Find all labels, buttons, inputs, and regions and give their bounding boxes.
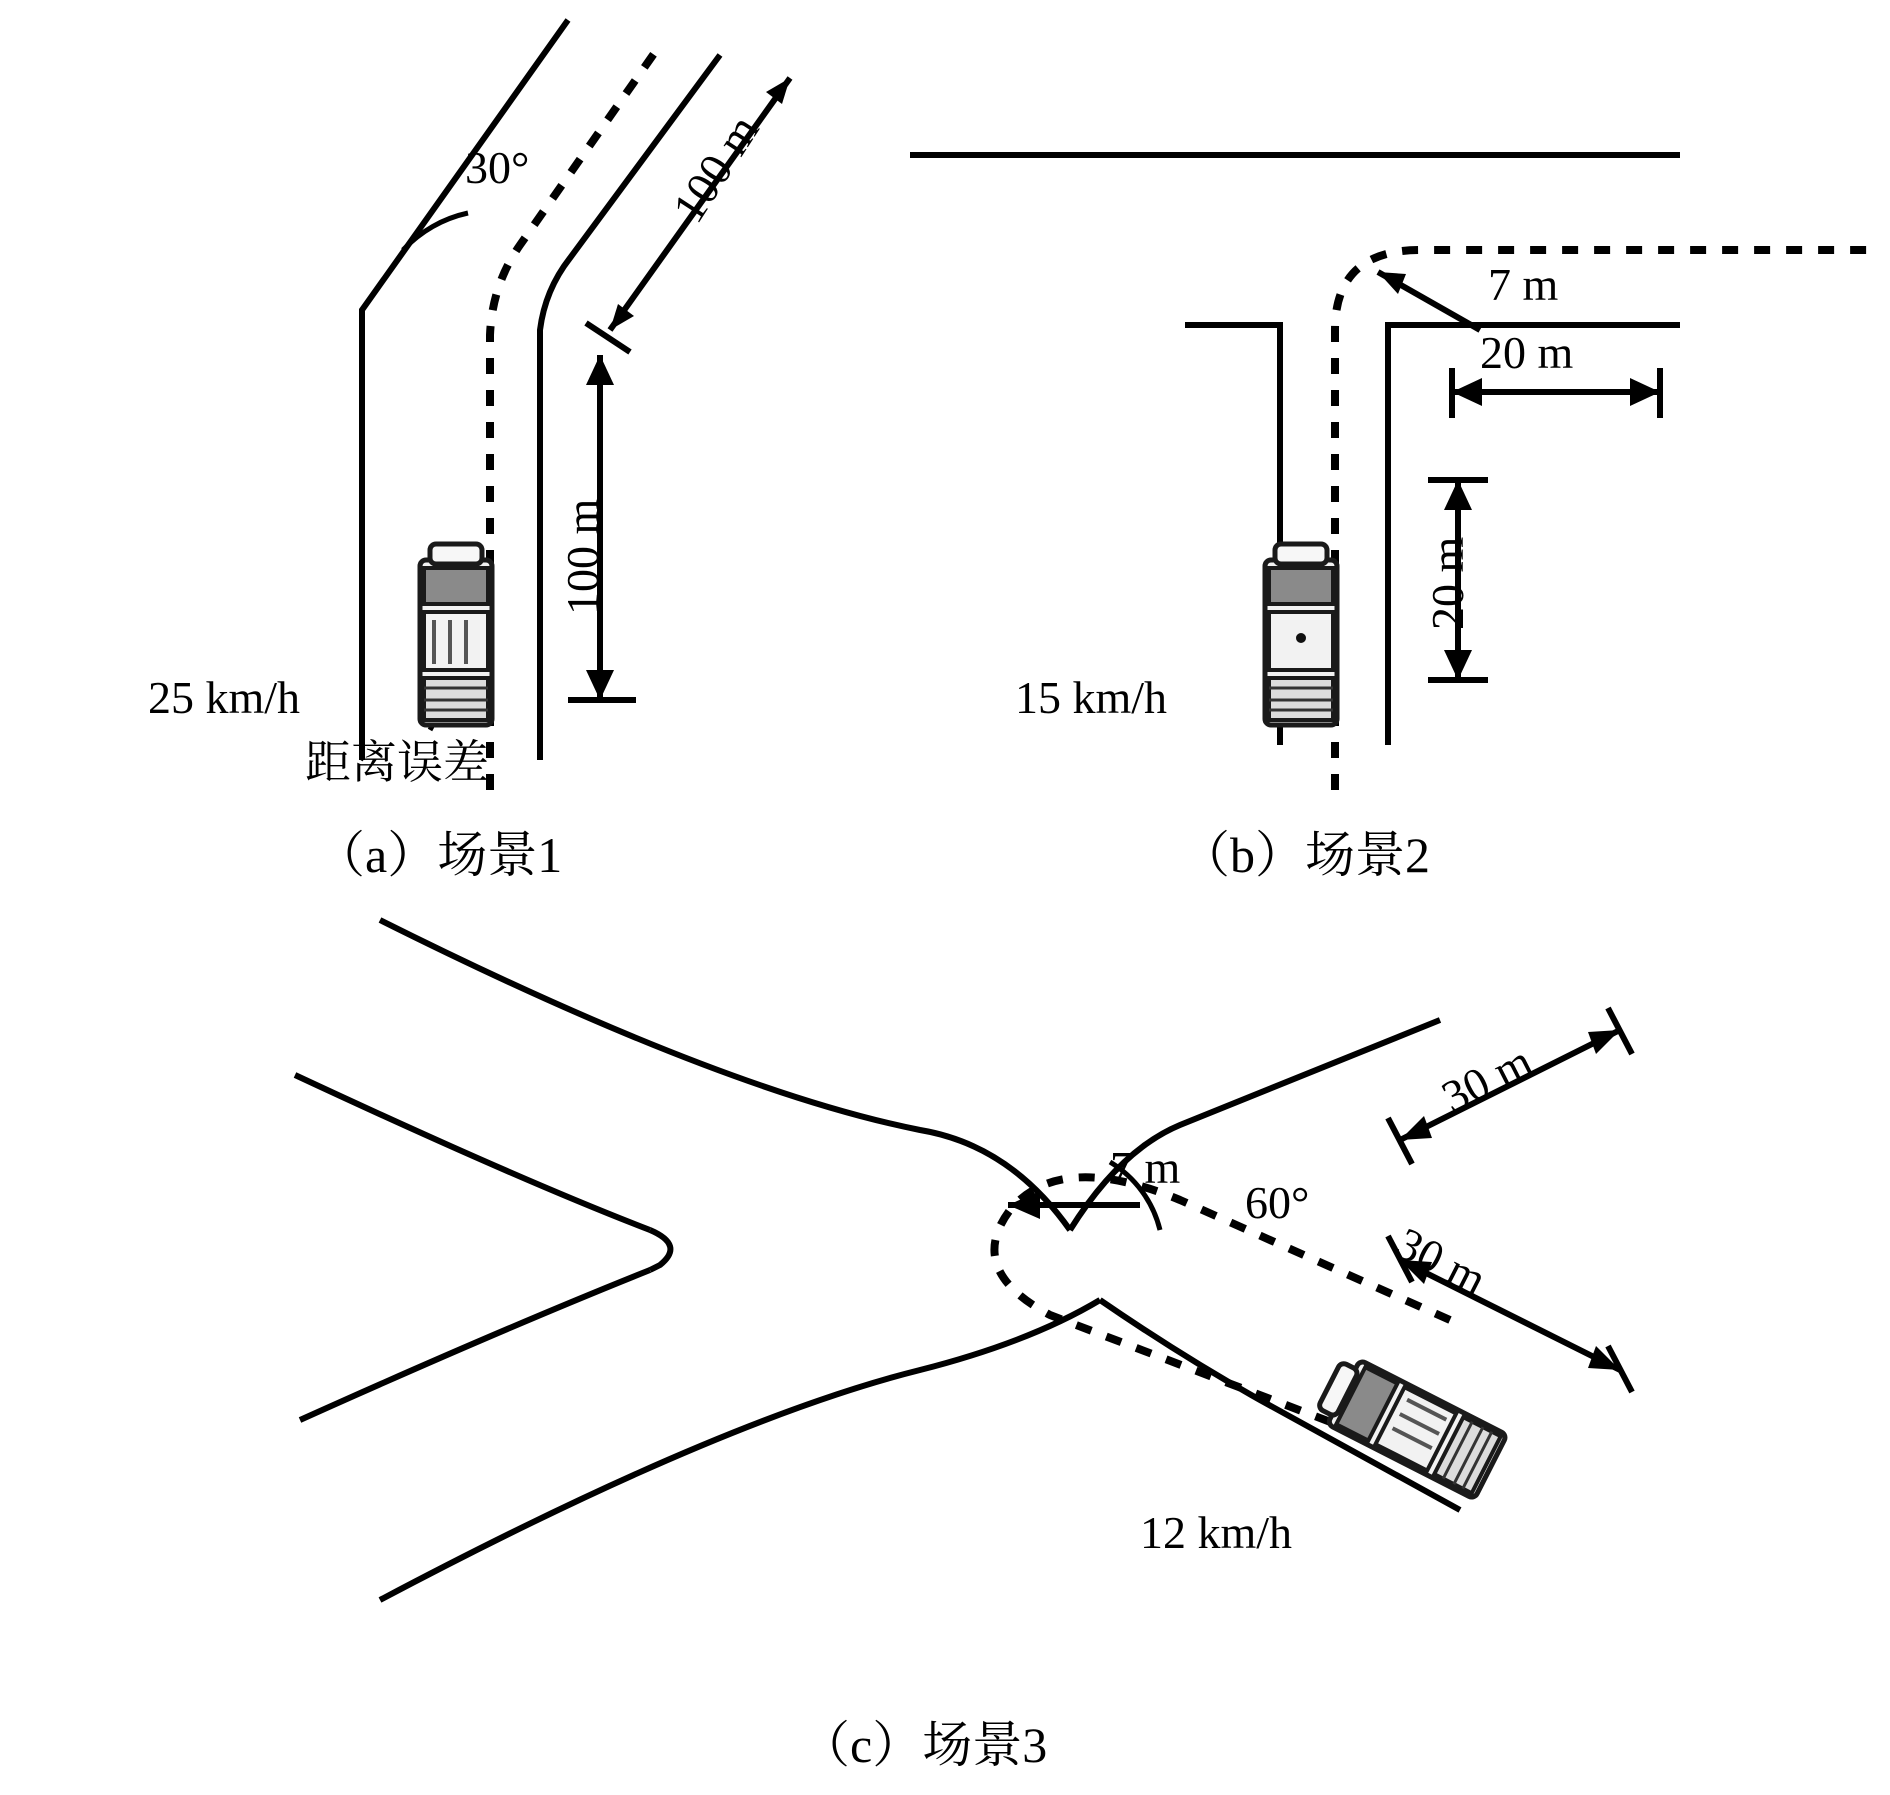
label-dimension-offset-7m: 7 m (1488, 259, 1559, 310)
label-dimension-upper-30m: 30 m (1433, 1034, 1540, 1123)
label-angle-30: 30° (465, 142, 530, 193)
road-edge-wedge (650, 1230, 670, 1270)
label-speed-12kmh: 12 km/h (1140, 1507, 1293, 1558)
panel-scenario-1 (0, 0, 880, 900)
label-dimension-lower-30m: 30 m (1388, 1217, 1495, 1306)
label-dimension-diagonal-100m: 100 m (662, 105, 769, 232)
label-angle-60: 60° (1245, 1177, 1310, 1228)
vehicle-truck-scenario-2 (1265, 544, 1337, 725)
label-dimension-vertical-100m: 100 m (557, 498, 608, 615)
label-dimension-horizontal-20m: 20 m (1480, 327, 1574, 378)
caption-scenario-3: （c）场景3 (800, 1717, 1048, 1773)
panel-b-drawing (880, 0, 1890, 900)
label-speed-15kmh: 15 km/h (1015, 672, 1168, 723)
dimension-offset-7m (1378, 272, 1480, 330)
road-edge-left-lower (300, 1270, 650, 1420)
label-distance-error: 距离误差 (305, 737, 489, 788)
road-edge-upper-left (380, 920, 1070, 1230)
angle-arc-30 (403, 213, 468, 250)
label-dimension-vertical-20m: 20 m (1422, 536, 1473, 630)
panel-scenario-2 (880, 0, 1890, 900)
vehicle-truck-scenario-3 (1313, 1353, 1507, 1499)
label-speed-25kmh: 25 km/h (148, 672, 301, 723)
vehicle-path-dashed (1335, 250, 1880, 790)
panel-scenario-3 (0, 900, 1890, 1795)
label-dimension-offset-7m-c: 7 m (1110, 1142, 1181, 1193)
vehicle-truck-scenario-1 (420, 544, 492, 725)
caption-scenario-1: （a）场景1 (315, 827, 563, 883)
panel-c-drawing (0, 900, 1890, 1795)
road-edge-left-upper (295, 1075, 650, 1230)
caption-scenario-2: （b）场景2 (1180, 827, 1430, 883)
road-edge-lower-left (380, 1300, 1100, 1600)
